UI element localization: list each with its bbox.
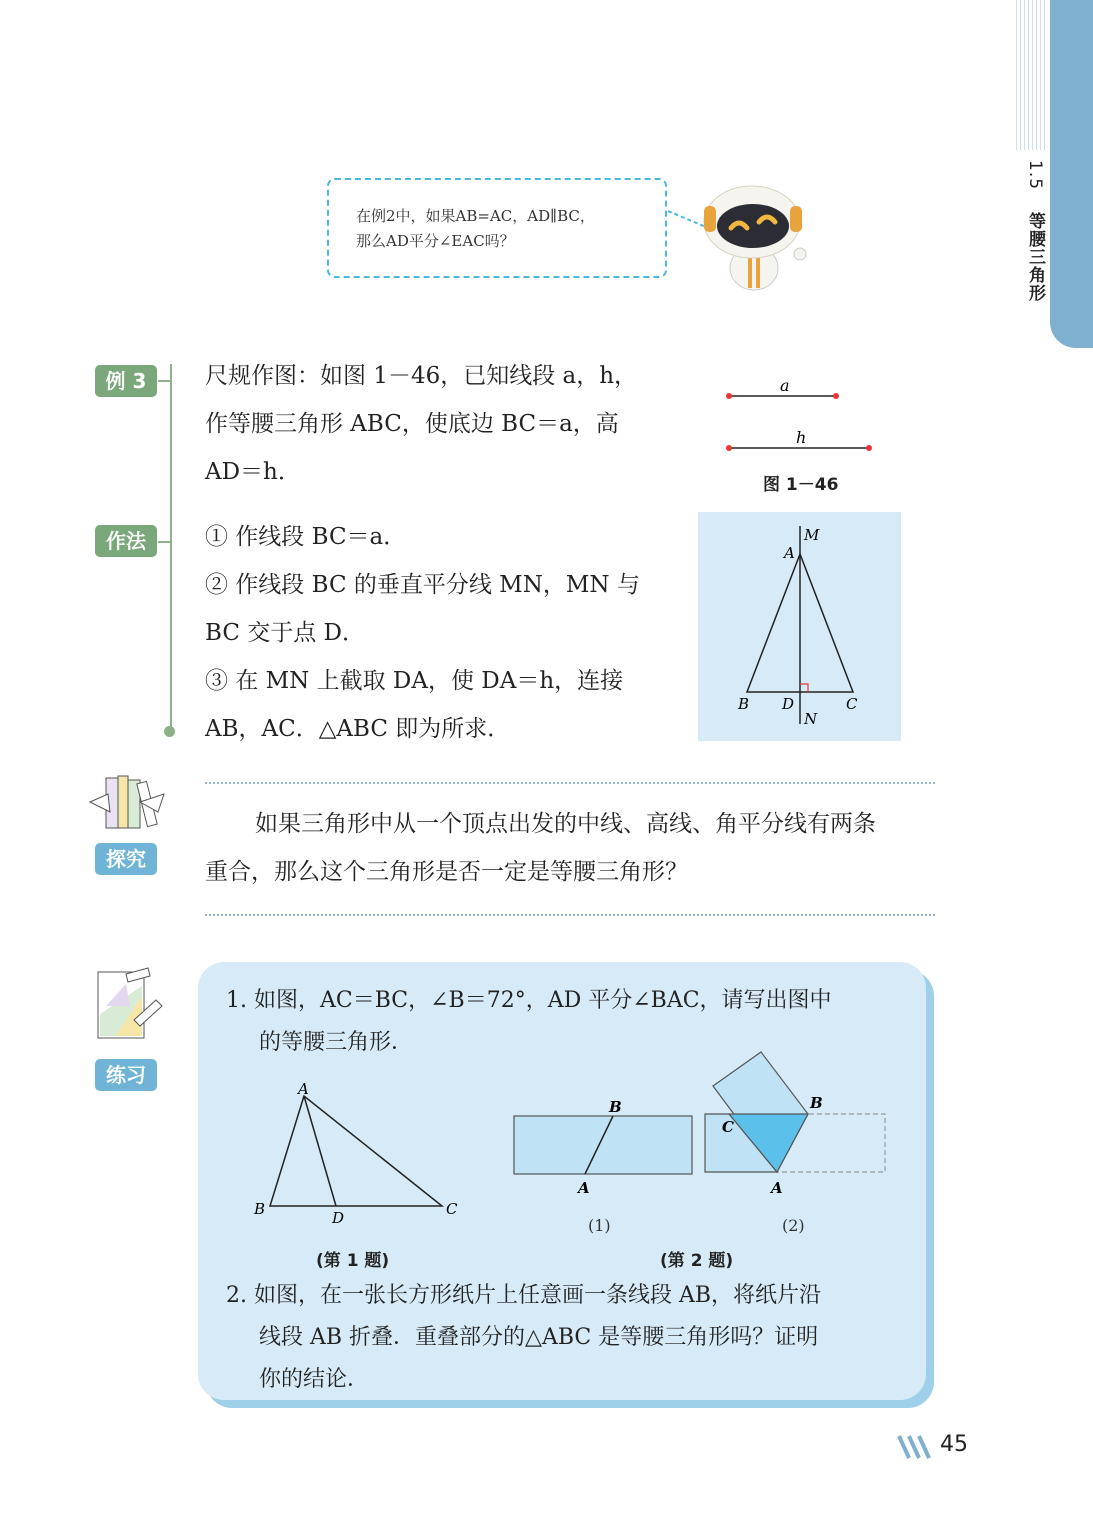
section-vertical-line	[170, 364, 172, 732]
method-line-1: ① 作线段 BC＝a．	[205, 524, 407, 550]
explore-line-2: 重合，那么这个三角形是否一定是等腰三角形？	[205, 859, 688, 885]
q1-label-A: A	[298, 1082, 309, 1098]
method-line-4: ③ 在 MN 上截取 DA，使 DA＝h，连接	[205, 668, 624, 694]
method-text	[205, 513, 685, 753]
label-B: B	[738, 695, 750, 713]
method-line-3: BC 交于点 D．	[205, 620, 365, 646]
q2-line-2: 线段 AB 折叠．重叠部分的△ABC 是等腰三角形吗？证明	[259, 1325, 819, 1350]
tick-mark	[158, 541, 170, 543]
sub-caption-1: (1)	[588, 1216, 611, 1235]
chapter-number: 1.5	[1025, 160, 1045, 191]
practice-icon	[86, 966, 168, 1048]
q2-caption: (第 2 题)	[660, 1251, 734, 1271]
page-number: 45	[940, 1432, 968, 1457]
tick-mark	[158, 380, 170, 382]
q2-fig1-label-A: A	[578, 1179, 590, 1197]
method-line-5: AB，AC．△ABC 即为所求．	[205, 716, 511, 742]
explore-tag: 探究	[95, 843, 157, 875]
chapter-title: 等腰三角形	[1025, 212, 1045, 303]
q2-fig1-label-B: B	[609, 1098, 622, 1116]
method-line-2: ② 作线段 BC 的垂直平分线 MN，MN 与	[205, 572, 640, 598]
q2-rectangle-figure-1	[505, 1090, 701, 1200]
explore-text	[205, 800, 965, 896]
construction-figure	[698, 512, 901, 741]
q1-label-C: C	[446, 1200, 458, 1218]
divider-top	[205, 782, 935, 784]
label-N: N	[804, 710, 818, 728]
example-line-2: 作等腰三角形 ABC，使底边 BC＝a，高	[205, 411, 619, 437]
hint-line-1: 在例2中，如果AB=AC，AD∥BC，	[356, 207, 595, 225]
q1-triangle-figure	[250, 1082, 470, 1232]
chapter-side-tab	[1050, 0, 1093, 348]
method-tag: 作法	[95, 525, 157, 557]
side-decoration-lines	[1016, 0, 1046, 150]
q1-caption: (第 1 题)	[316, 1251, 390, 1271]
label-D: D	[782, 695, 795, 713]
practice-tag: 练习	[95, 1059, 157, 1091]
robot-mascot-icon	[696, 182, 816, 294]
q1-line-2: 的等腰三角形．	[259, 1030, 414, 1055]
example-text	[205, 352, 685, 496]
explore-line-1: 如果三角形中从一个顶点出发的中线、高线、角平分线有两条	[255, 811, 876, 837]
page-slash-icon	[897, 1434, 937, 1460]
label-C: C	[846, 695, 858, 713]
q1-line-1: 1. 如图，AC＝BC，∠B＝72°，AD 平分∠BAC，请写出图中	[226, 988, 832, 1013]
explore-books-icon	[88, 772, 168, 834]
figure-caption: 图 1－46	[763, 475, 839, 495]
q1-label-D: D	[332, 1209, 345, 1227]
example-tag: 例 3	[95, 365, 157, 397]
label-M: M	[804, 526, 820, 544]
hint-line-2: 那么AD平分∠EAC吗？	[356, 232, 515, 250]
sub-caption-2: (2)	[782, 1216, 805, 1235]
q2-fig2-label-A: A	[771, 1179, 783, 1197]
chapter-label	[1018, 160, 1048, 302]
label-A: A	[784, 544, 795, 562]
q2-line-1: 2. 如图，在一张长方形纸片上任意画一条线段 AB，将纸片沿	[226, 1283, 822, 1308]
segments-figure	[720, 372, 880, 462]
segment-a-label: a	[780, 376, 790, 395]
q2-folded-figure-2	[700, 1048, 890, 1200]
q2-line-3: 你的结论．	[259, 1367, 370, 1392]
question-2	[226, 1275, 926, 1401]
q2-fig2-label-B: B	[810, 1094, 823, 1112]
q1-label-B: B	[254, 1200, 266, 1218]
example-line-1: 尺规作图：如图 1－46，已知线段 a，h，	[205, 363, 638, 389]
example-line-3: AD＝h．	[205, 459, 301, 485]
line-end-dot	[164, 726, 175, 737]
q2-fig2-label-C: C	[722, 1118, 734, 1136]
hint-bubble	[327, 178, 667, 278]
divider-bottom	[205, 914, 935, 916]
segment-h-label: h	[796, 428, 807, 447]
